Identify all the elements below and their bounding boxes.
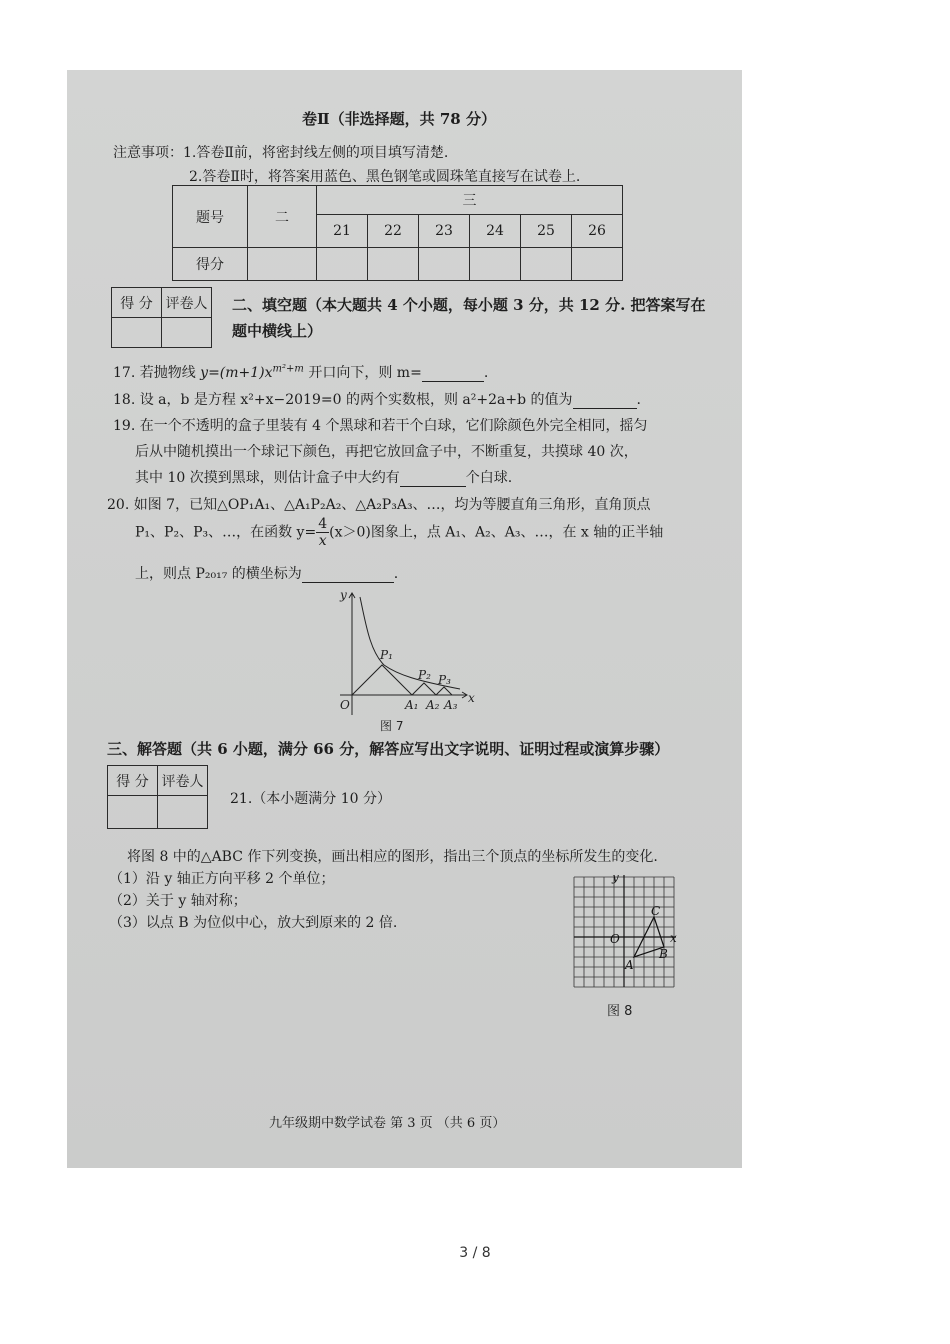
fig7-triangle-2 <box>412 683 436 695</box>
score-table-q26: 26 <box>572 215 623 248</box>
fig7-triangle-1 <box>352 665 412 695</box>
score-cell <box>521 248 572 281</box>
q20-fraction <box>316 516 329 549</box>
q21-intro: 将图 8 中的△ABC 作下列变换，画出相应的图形，指出三个顶点的坐标所发生的变化. <box>127 849 658 865</box>
q20-line2 <box>135 516 663 549</box>
fig7-label-y: y <box>340 588 347 602</box>
q17-text: 17. 若抛物线 <box>113 365 201 381</box>
grader-score-cell <box>108 796 158 829</box>
score-cell <box>317 248 368 281</box>
grader-label: 评卷人 <box>158 766 208 796</box>
part3-heading: 三、解答题（共 6 小题，满分 66 分，解答应写出文字说明、证明过程或演算步骤） <box>107 740 670 758</box>
q20-line3-end: . <box>393 566 399 582</box>
q20-line3 <box>135 563 398 583</box>
q20-line1: 20. 如图 7，已知△OP₁A₁、△A₁P₂A₂、△A₂P₃A₃、…，均为等腰直角三角形，直角顶点 <box>107 497 651 513</box>
fig7-label-x: x <box>468 691 475 705</box>
fig8-label-y: y <box>612 875 619 884</box>
fig7-label-p2: P₂ <box>418 668 431 682</box>
q21-item-1: （1）沿 y 轴正方向平移 2 个单位； <box>109 871 335 887</box>
score-cell <box>248 248 317 281</box>
score-cell <box>368 248 419 281</box>
q17-answer-blank[interactable] <box>422 381 484 382</box>
q20-line2-text-2: (x＞0)图象上，点 A₁、A₂、A₃、…，在 x 轴的正半轴 <box>329 524 664 541</box>
score-table-q24: 24 <box>470 215 521 248</box>
score-cell <box>470 248 521 281</box>
q20-line3-text: 上，则点 P₂₀₁₇ 的横坐标为 <box>135 566 302 582</box>
notes-label: 注意事项： <box>113 145 183 161</box>
grader-box-q21 <box>107 765 208 829</box>
q17-exponent: m²+m <box>272 363 304 375</box>
fig8-label-b: B <box>659 947 668 961</box>
q20-line2-text: P₁、P₂、P₃、…，在函数 y= <box>135 524 317 541</box>
fig7-label-a1: A₁ <box>405 698 419 712</box>
fig8-label-x: x <box>670 931 677 945</box>
fig8-label-o: O <box>610 932 620 946</box>
q19-line2: 后从中随机摸出一个球记下颜色，再把它放回盒子中，不断重复，共摸球 40 次， <box>135 444 638 460</box>
figure-8 <box>572 875 678 1025</box>
q20-fraction-numerator: 4 <box>318 516 328 532</box>
q19-line3-text: 其中 10 次摸到黑球，则估计盒子中大约有 <box>135 470 400 486</box>
q18-end: . <box>636 392 641 408</box>
grader-score-cell <box>112 318 162 348</box>
score-cell <box>419 248 470 281</box>
grader-box-part2 <box>111 287 212 348</box>
q21-item-2: （2）关于 y 轴对称； <box>109 893 247 909</box>
part2-heading-line1: 二、填空题（本大题共 4 个小题，每小题 3 分，共 12 分. 把答案写在 <box>232 296 706 314</box>
notes <box>113 142 448 162</box>
note-item-2: 2.答卷Ⅱ时，将答案用蓝色、黑色钢笔或圆珠笔直接写在试卷上. <box>189 169 581 185</box>
q19-answer-blank[interactable] <box>400 486 466 487</box>
score-table-score-label: 得分 <box>173 248 248 281</box>
q21-item-3: （3）以点 B 为位似中心，放大到原来的 2 倍. <box>109 915 398 931</box>
score-table <box>172 185 623 281</box>
q19-line1: 19. 在一个不透明的盒子里装有 4 个黑球和若干个白球，它们除颜色外完全相同，摇匀 <box>113 418 648 434</box>
score-table-q25: 25 <box>521 215 572 248</box>
q17-end: . <box>483 365 489 381</box>
score-table-q23: 23 <box>419 215 470 248</box>
q18-text: 18. 设 a，b 是方程 x²+x−2019=0 的两个实数根，则 a²+2a+b 的值为 <box>113 392 573 408</box>
question-18 <box>113 389 641 409</box>
score-table-row-label: 题号 <box>173 186 248 248</box>
fig7-label-a3: A₃ <box>444 698 458 712</box>
q20-fraction-denominator: x <box>318 533 327 549</box>
q20-answer-blank[interactable] <box>302 582 394 583</box>
q19-line3-end: 个白球. <box>465 470 513 486</box>
fig7-label-p3: P₃ <box>438 673 451 687</box>
score-table-q21: 21 <box>317 215 368 248</box>
part2-heading-line2: 题中横线上） <box>232 322 323 340</box>
fig7-label-p1: P₁ <box>380 648 393 662</box>
score-cell <box>572 248 623 281</box>
score-table-part3: 三 <box>317 186 623 215</box>
fig7-label-a2: A₂ <box>426 698 440 712</box>
grader-name-cell <box>162 318 212 348</box>
grader-label: 评卷人 <box>162 288 212 318</box>
q21-title: 21.（本小题满分 10 分） <box>230 791 391 807</box>
exam-paper <box>67 70 742 1168</box>
note-item-1: 1.答卷Ⅱ前，将密封线左侧的项目填写清楚. <box>183 145 449 161</box>
q17-text-2: 开口向下，则 m= <box>303 365 422 381</box>
grader-score-label: 得 分 <box>108 766 158 796</box>
pdf-page-indicator: 3 / 8 <box>459 1245 491 1261</box>
q19-line3 <box>135 467 512 487</box>
fig7-caption: 图 7 <box>380 719 404 733</box>
q17-function: y=(m+1)x <box>200 365 273 381</box>
fig7-label-o: O <box>340 698 350 712</box>
question-17 <box>113 362 488 382</box>
grader-name-cell <box>158 796 208 829</box>
section-title: 卷Ⅱ（非选择题，共 78 分） <box>302 110 496 128</box>
fig8-label-c: C <box>651 904 661 918</box>
grader-score-label: 得 分 <box>112 288 162 318</box>
paper-page-footer: 九年级期中数学试卷 第 3 页 （共 6 页） <box>269 1116 506 1131</box>
fig8-label-a: A <box>625 958 634 972</box>
score-table-part2: 二 <box>248 186 317 248</box>
q18-answer-blank[interactable] <box>573 408 637 409</box>
fig8-caption: 图 8 <box>607 1004 633 1019</box>
fig7-triangle-3 <box>436 687 452 695</box>
figure-7 <box>332 585 482 745</box>
score-table-q22: 22 <box>368 215 419 248</box>
